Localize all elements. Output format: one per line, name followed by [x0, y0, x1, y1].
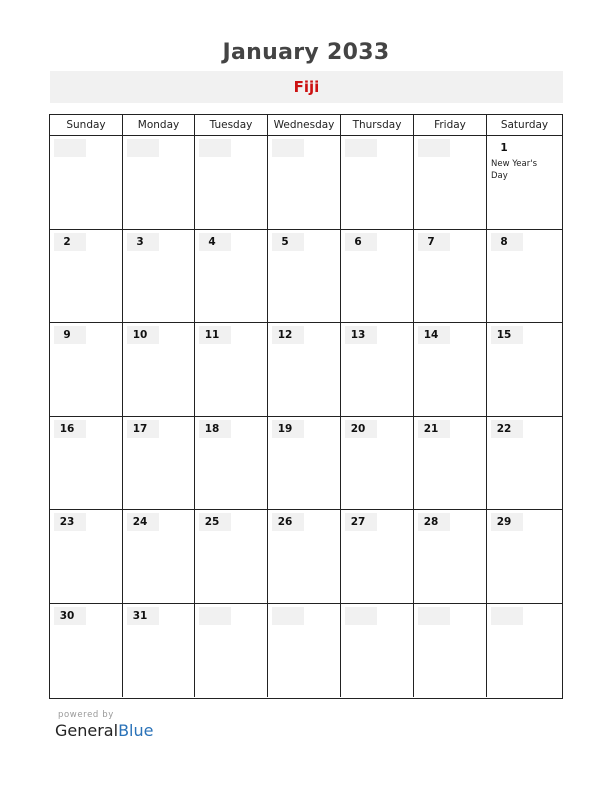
day-number: 30 — [59, 609, 75, 622]
weekday-wednesday: Wednesday — [268, 115, 341, 135]
day-number: 3 — [136, 235, 144, 248]
day-number-box — [54, 420, 86, 438]
day-number-box — [54, 513, 86, 531]
day-cell-19 — [268, 417, 341, 511]
country-name: Fiji — [293, 78, 320, 96]
day-number-box — [491, 233, 523, 251]
calendar-title: January 2033 — [222, 40, 390, 65]
day-number: 31 — [132, 609, 148, 622]
empty-day-cell — [341, 136, 414, 230]
day-number-box — [491, 139, 523, 157]
day-number: 24 — [132, 516, 148, 528]
empty-day-cell — [50, 136, 123, 230]
day-number: 13 — [350, 329, 366, 341]
day-cell-9 — [50, 323, 123, 417]
day-cell-6 — [341, 230, 414, 324]
day-number-box — [418, 139, 450, 157]
day-cell-8 — [487, 230, 562, 324]
empty-day-cell — [195, 604, 268, 698]
day-number: 28 — [423, 516, 439, 528]
day-number-box — [272, 513, 304, 531]
day-number: 5 — [281, 235, 289, 248]
weekday-monday: Monday — [123, 115, 195, 135]
day-cell-21 — [414, 417, 487, 511]
day-number-box — [127, 233, 159, 251]
day-number-box — [272, 139, 304, 157]
day-number-box — [345, 513, 377, 531]
day-number-box — [54, 326, 86, 344]
empty-day-cell — [487, 604, 562, 698]
day-number-box — [345, 233, 377, 251]
day-cell-13 — [341, 323, 414, 417]
day-cell-29 — [487, 510, 562, 604]
day-cell-24 — [123, 510, 195, 604]
day-number-box — [272, 420, 304, 438]
day-number-box — [199, 607, 231, 625]
calendar-grid — [49, 114, 563, 699]
day-cell-10 — [123, 323, 195, 417]
day-number-box — [199, 513, 231, 531]
day-cell-7 — [414, 230, 487, 324]
empty-day-cell — [268, 136, 341, 230]
day-cell-5 — [268, 230, 341, 324]
day-number-box — [491, 326, 523, 344]
day-number: 16 — [59, 422, 75, 435]
day-number-box — [345, 326, 377, 344]
day-number-box — [491, 513, 523, 531]
day-number-box — [199, 139, 231, 157]
weekday-header-row — [50, 115, 562, 136]
day-number: 2 — [63, 235, 71, 248]
day-number: 26 — [277, 516, 293, 528]
day-cell-26 — [268, 510, 341, 604]
day-number-box — [127, 326, 159, 344]
day-cell-14 — [414, 323, 487, 417]
day-number-box — [272, 326, 304, 344]
day-number-box — [127, 607, 159, 625]
day-cell-2 — [50, 230, 123, 324]
day-cell-3 — [123, 230, 195, 324]
day-number: 17 — [132, 422, 148, 435]
brand-general: General — [55, 721, 119, 740]
day-cell-23 — [50, 510, 123, 604]
day-cell-25 — [195, 510, 268, 604]
day-number-box — [54, 607, 86, 625]
day-number-box — [199, 233, 231, 251]
day-cell-22 — [487, 417, 562, 511]
brand-blue: Blue — [118, 721, 154, 740]
day-number-box — [127, 513, 159, 531]
empty-day-cell — [341, 604, 414, 698]
empty-day-cell — [414, 136, 487, 230]
day-number-box — [127, 420, 159, 438]
day-cell-17 — [123, 417, 195, 511]
day-number: 12 — [277, 329, 293, 341]
day-cell-27 — [341, 510, 414, 604]
day-number-box — [345, 420, 377, 438]
day-number: 19 — [277, 422, 293, 435]
weekday-tuesday: Tuesday — [195, 115, 268, 135]
day-number-box — [127, 139, 159, 157]
day-cell-16 — [50, 417, 123, 511]
generalblue-logo[interactable] — [55, 721, 153, 740]
day-number: 25 — [204, 516, 220, 528]
day-number-box — [272, 233, 304, 251]
weekday-thursday: Thursday — [341, 115, 414, 135]
day-number-box — [199, 326, 231, 344]
day-number-box — [418, 607, 450, 625]
empty-day-cell — [268, 604, 341, 698]
day-number-box — [491, 607, 523, 625]
day-number-box — [418, 420, 450, 438]
day-number: 20 — [350, 422, 366, 435]
day-cell-1 — [487, 136, 562, 230]
day-cell-28 — [414, 510, 487, 604]
day-number-box — [199, 420, 231, 438]
powered-by-text: powered by — [58, 710, 114, 720]
empty-day-cell — [414, 604, 487, 698]
day-cell-30 — [50, 604, 123, 698]
day-cell-15 — [487, 323, 562, 417]
day-number-box — [491, 420, 523, 438]
day-number: 1 — [500, 142, 508, 154]
day-number: 21 — [423, 422, 439, 435]
day-number-box — [54, 233, 86, 251]
weekday-friday: Friday — [414, 115, 487, 135]
day-number: 6 — [354, 235, 362, 248]
day-number-box — [418, 326, 450, 344]
day-cell-18 — [195, 417, 268, 511]
holiday-label: New Year's Day — [491, 159, 538, 181]
day-cell-20 — [341, 417, 414, 511]
day-cell-31 — [123, 604, 195, 698]
weekday-sunday: Sunday — [50, 115, 123, 135]
day-number: 14 — [423, 329, 439, 341]
day-cell-4 — [195, 230, 268, 324]
day-number-box — [418, 233, 450, 251]
day-number: 10 — [132, 329, 148, 341]
day-number: 18 — [204, 422, 220, 435]
day-number: 23 — [59, 516, 75, 528]
day-number: 7 — [427, 235, 435, 248]
day-number-box — [418, 513, 450, 531]
weekday-saturday: Saturday — [500, 119, 549, 131]
day-number: 15 — [496, 329, 512, 341]
day-number: 9 — [63, 329, 71, 341]
empty-day-cell — [123, 136, 195, 230]
day-number: 4 — [208, 235, 216, 248]
day-number: 22 — [496, 422, 512, 435]
day-number-box — [345, 607, 377, 625]
day-number-box — [272, 607, 304, 625]
day-number-box — [345, 139, 377, 157]
day-cell-11 — [195, 323, 268, 417]
day-number-box — [54, 139, 86, 157]
day-cell-12 — [268, 323, 341, 417]
country-banner — [50, 71, 563, 103]
empty-day-cell — [195, 136, 268, 230]
day-number: 11 — [204, 329, 220, 341]
day-number: 29 — [496, 516, 512, 528]
day-number: 8 — [500, 235, 508, 248]
day-number: 27 — [350, 516, 366, 528]
